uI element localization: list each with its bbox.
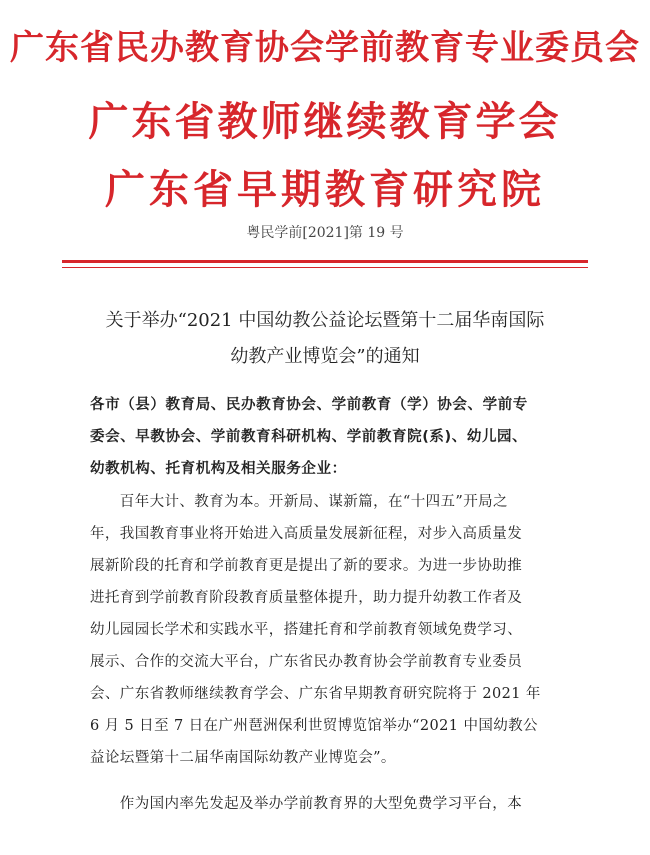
body-line: 幼儿园园长学术和实践水平，搭建托育和学前教育领域免费学习、 (90, 622, 523, 638)
notice-title-line-2: 幼教产业博览会”的通知 (230, 346, 420, 367)
body-line: 进托育到学前教育阶段教育质量整体提升，助力提升幼教工作者及 (90, 590, 523, 606)
org-name-2: 广东省教师继续教育学会 (88, 99, 562, 145)
addressee-line: 幼教机构、托育机构及相关服务企业： (90, 461, 347, 477)
body-line: 百年大计、教育为本。开新局、谋新篇，在“十四五”开局之 (90, 494, 508, 510)
body-line: 6 月 5 日至 7 日在广州琶洲保利世贸博览馆举办“2021 中国幼教公 (90, 718, 538, 734)
org-name-1: 广东省民办教育协会学前教育专业委员会 (10, 28, 640, 68)
addressee-line: 委会、早教协会、学前教育科研机构、学前教育院(系)、幼儿园、 (90, 429, 528, 445)
org-name-3: 广东省早期教育研究院 (105, 167, 545, 213)
body-line: 年，我国教育事业将开始进入高质量发展新征程，对步入高质量发 (90, 526, 523, 542)
body-line: 作为国内率先发起及举办学前教育界的大型免费学习平台，本 (90, 796, 523, 812)
body-line: 益论坛暨第十二届华南国际幼教产业博览会”。 (90, 750, 396, 766)
header-rule-thick (62, 260, 588, 263)
body-line: 展新阶段的托育和学前教育更是提出了新的要求。为进一步协助推 (90, 558, 523, 574)
header-rule-thin (62, 267, 588, 268)
notice-title-line-1: 关于举办“2021 中国幼教公益论坛暨第十二届华南国际 (105, 310, 545, 331)
addressee-line: 各市（县）教育局、民办教育协会、学前教育（学）协会、学前专 (90, 397, 528, 413)
body-line: 展示、合作的交流大平台，广东省民办教育协会学前教育专业委员 (90, 654, 523, 670)
body-line: 会、广东省教师继续教育学会、广东省早期教育研究院将于 2021 年 (90, 686, 541, 702)
document-number: 粤民学前[2021]第 19 号 (246, 225, 404, 241)
